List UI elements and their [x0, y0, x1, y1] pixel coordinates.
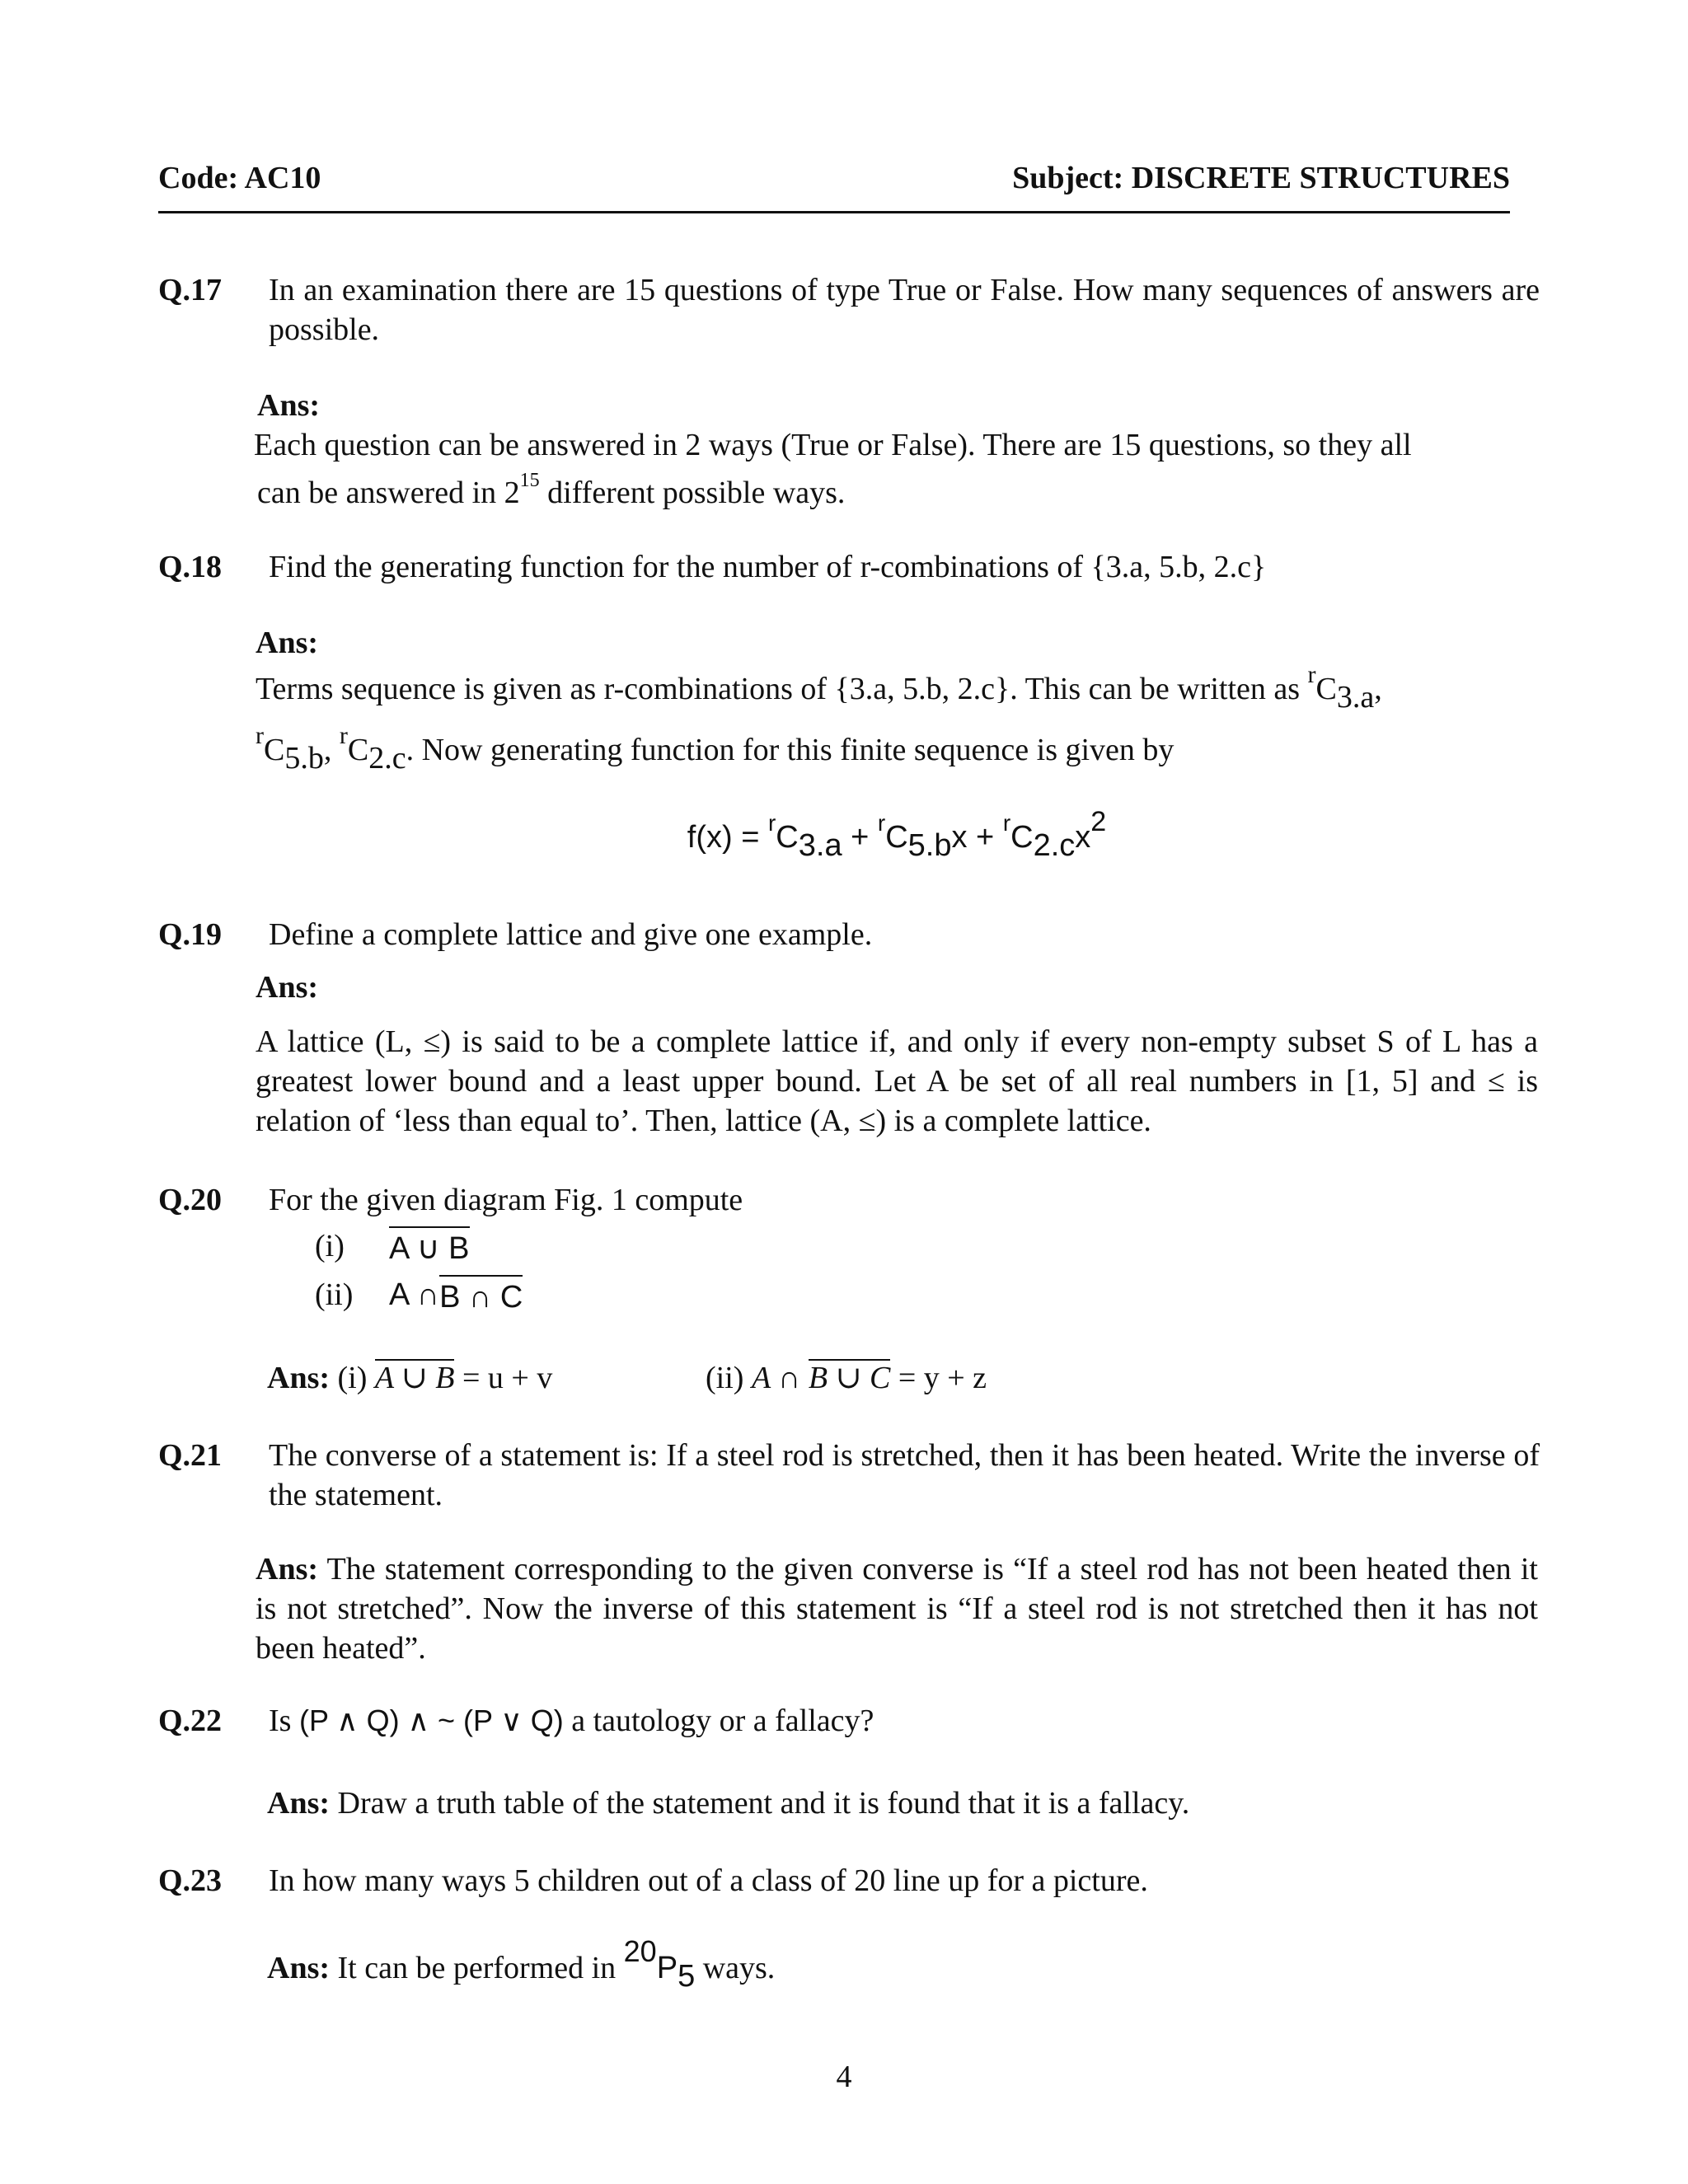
question-21 — [158, 1436, 1540, 1515]
answer-label: Ans: — [267, 1361, 331, 1395]
answer-line: $^rC_{5.b}$, $^rC_{2.c}$. Now generating function for this finite sequence is given by — [256, 722, 1175, 776]
question-text: Is (P ∧ Q) ∧ ~ (P ∨ Q) a tautology or a fallacy? — [269, 1704, 874, 1738]
question-number: Q.22 — [158, 1704, 223, 1738]
subject-title: Subject: DISCRETE STRUCTURES — [1012, 161, 1510, 195]
answer-label: Ans: — [267, 1786, 331, 1821]
question-number: Q.23 — [158, 1863, 223, 1898]
page-header — [158, 158, 1510, 213]
logic-expression: (P ∧ Q) ∧ ~ (P ∨ Q) — [298, 1704, 564, 1737]
question-number: Q.20 — [158, 1183, 223, 1217]
answer-20: Ans: (i) A ∪ B = u + v (ii) A ∩ B ∪ C = y + z — [267, 1358, 1540, 1398]
sub-item-i: (i) A ∪ B — [315, 1226, 523, 1268]
answer-23: Ans: It can be performed in $^{20}P_5$ ways. — [267, 1934, 776, 1994]
answer-line: Terms sequence is given as r-combinations of {3.a, 5.b, 2.c}. This can be written as $^rC_{3.a}$, — [256, 661, 1382, 715]
answer-part-ii: (ii) A ∩ B ∪ C = y + z — [706, 1361, 987, 1395]
question-text: In how many ways 5 children out of a class of 20 line up for a picture. — [269, 1863, 1148, 1898]
complement-expression: B ∩ C — [439, 1275, 523, 1317]
answer-22 — [267, 1783, 1550, 1823]
answer-19 — [256, 968, 1538, 1141]
exponent: 15 — [519, 470, 540, 491]
question-22 — [158, 1701, 1540, 1741]
course-code: Code: AC10 — [158, 161, 321, 195]
answer-21 — [256, 1549, 1538, 1668]
question-23 — [158, 1861, 1540, 1900]
question-19 — [158, 915, 1540, 954]
question-18 — [158, 547, 1540, 587]
answer-label: Ans: — [267, 1951, 331, 1985]
question-number: Q.19 — [158, 917, 223, 952]
answer-line: can be answered in $2^{15}$ different possible ways. — [257, 470, 846, 510]
question-number: Q.17 — [158, 273, 223, 307]
question-text: The converse of a statement is: If a steel rod is stretched, then it has been heated. Write the inverse of the statement. — [269, 1438, 1540, 1512]
answer-label: Ans: — [256, 970, 319, 1005]
generating-function-formula: $f(x) = ^rC_{3.a} + ^rC_{5.b}x + ^rC_{2.c}x^2$ — [687, 806, 1107, 863]
answer-18 — [256, 623, 1538, 863]
sub-items — [315, 1226, 523, 1317]
question-text: In an examination there are 15 questions of type True or False. How many sequences of answers are possible. — [269, 273, 1540, 347]
page-number: 4 — [836, 2060, 852, 2094]
answer-label: Ans: — [257, 388, 321, 423]
question-text: For the given diagram Fig. 1 compute — [269, 1183, 743, 1217]
permutation-expression: $^{20}P_5$ — [623, 1934, 696, 1994]
answer-17 — [254, 386, 1540, 513]
question-17 — [158, 270, 1540, 349]
complement-expression: B ∪ C — [808, 1361, 891, 1395]
question-number: Q.18 — [158, 550, 223, 584]
answer-text: Draw a truth table of the statement and it is found that it is a fallacy. — [330, 1786, 1190, 1821]
answer-label: Ans: — [256, 626, 319, 660]
question-number: Q.21 — [158, 1438, 223, 1473]
answer-line: Each question can be answered in 2 ways (True or False). There are 15 questions, so they all — [254, 428, 1412, 462]
question-20 — [158, 1180, 1540, 1220]
question-text: Find the generating function for the number of r-combinations of {3.a, 5.b, 2.c} — [269, 550, 1267, 584]
complement-expression: A ∪ B — [389, 1226, 470, 1268]
complement-expression: A ∪ B — [374, 1361, 455, 1395]
sub-item-ii: (ii) A ∩ B ∩ C — [315, 1275, 523, 1317]
answer-label: Ans: — [256, 1552, 319, 1586]
answer-text: The statement corresponding to the given converse is “If a steel rod has not been heated then it is not stretched”. Now the inverse of this statement is “If a steel rod is not stretched then it has not been heated”. — [256, 1552, 1538, 1666]
answer-text: A lattice (L, ≤) is said to be a complete lattice if, and only if every non-empty subset S of L has a greatest lower bound and a least upper bound. Let A be set of all real numbers in [1, 5] and ≤ is relation of ‘less than equal to’. Then, lattice (A, ≤) is a complete lattice. — [256, 1024, 1538, 1138]
question-text: Define a complete lattice and give one example. — [269, 917, 873, 952]
